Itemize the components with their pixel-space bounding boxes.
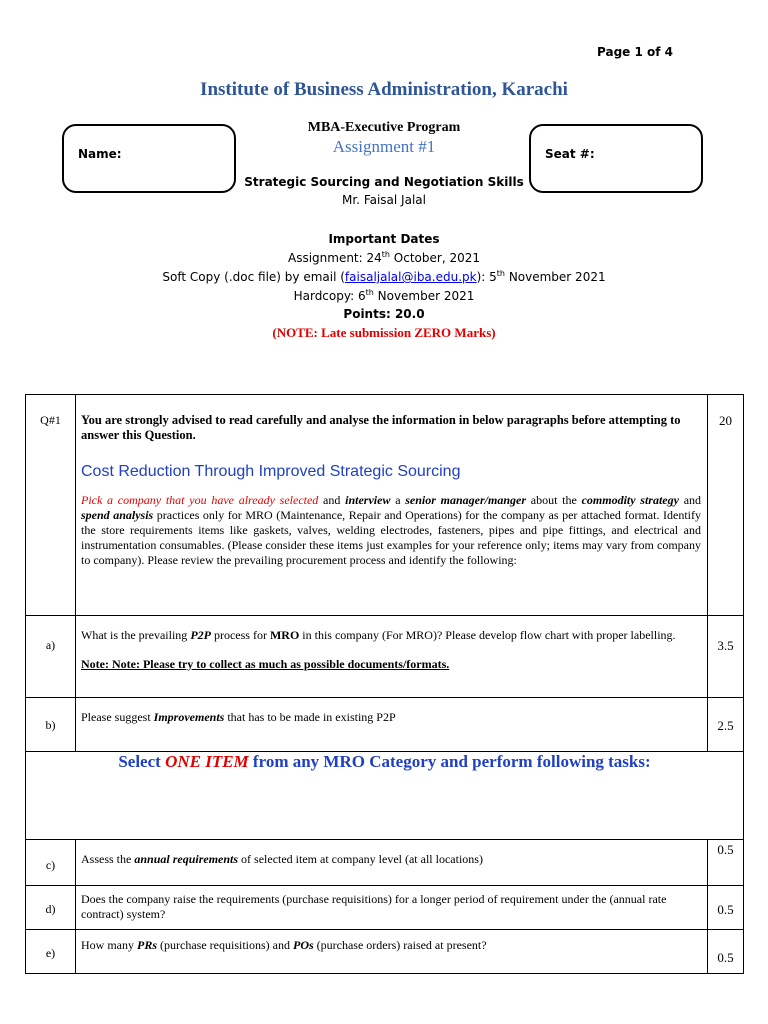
dates-heading: Important Dates	[328, 232, 440, 246]
hardcopy-date: Hardcopy: 6th November 2021	[293, 288, 475, 303]
question-row-c	[26, 840, 744, 886]
question-row-b	[26, 698, 744, 752]
part-body: Please suggest Improvements that has to be made in existing P2P	[76, 698, 708, 752]
part-label: e)	[26, 930, 76, 974]
question-points: 20	[708, 395, 744, 616]
assignment-date: Assignment: 24th October, 2021	[287, 250, 480, 265]
points-total: Points: 20.0	[343, 307, 425, 321]
question-row-a	[26, 616, 744, 698]
page-number: Page 1 of 4	[597, 45, 673, 59]
program-title: MBA-Executive Program	[307, 120, 461, 135]
question-body	[76, 395, 708, 616]
softcopy-date: Soft Copy (.doc file) by email (faisaljalal@iba.edu.pk): 5th November 2021	[162, 269, 606, 284]
part-label: a)	[26, 616, 76, 698]
question-paragraph: Pick a company that you have already selected and interview a senior manager/manger about the commodity strategy and spend analysis practices only for MRO (Maintenance, Repair and Operations) for the company as per attached format. Identify the store requirements items like gaskets, valves, welding electrodes, fasteners, pipes and pipe fittings, and electrical and instrumentation consumables. (Please consider these items just examples for your reference only; items may vary from company to company). Please review the prevailing procurement process and identify the following:	[81, 493, 702, 567]
email-link[interactable]: faisaljalal@iba.edu.pk	[344, 270, 477, 284]
part-body: Assess the annual requirements of selected item at company level (at all locations)	[76, 840, 708, 886]
part-label: d)	[26, 886, 76, 930]
banner-row	[26, 752, 744, 840]
part-label: c)	[26, 840, 76, 886]
part-points: 0.5	[708, 840, 744, 886]
instructor-name: Mr. Faisal Jalal	[342, 193, 426, 207]
part-points: 0.5	[708, 930, 744, 974]
part-body: How many PRs (purchase requisitions) and POs (purchase orders) raised at present?	[76, 930, 708, 974]
question-row-q1	[26, 395, 744, 616]
part-points: 2.5	[708, 698, 744, 752]
late-submission-note: (NOTE: Late submission ZERO Marks)	[272, 325, 496, 340]
part-label: b)	[26, 698, 76, 752]
part-points: 3.5	[708, 616, 744, 698]
part-note: Note: Note: Please try to collect as much as possible documents/formats.	[81, 657, 450, 671]
question-row-e	[26, 930, 744, 974]
section-banner: Select ONE ITEM from any MRO Category and perform following tasks:	[26, 752, 744, 840]
question-table	[25, 394, 744, 974]
part-body: Does the company raise the requirements (purchase requisitions) for a longer period of requirement under the (annual rate contract) system?	[76, 886, 708, 930]
seat-label: Seat #:	[545, 147, 595, 161]
question-number: Q#1	[26, 395, 76, 616]
name-label: Name:	[78, 147, 122, 161]
question-subheading: Cost Reduction Through Improved Strategic Sourcing	[81, 463, 461, 480]
assignment-title: Assignment #1	[332, 137, 436, 156]
institute-title: Institute of Business Administration, Karachi	[200, 79, 568, 100]
part-body: What is the prevailing P2P process for MRO in this company (For MRO)? Please develop flow chart with proper labelling. Note: Note: Please try to collect as much as possible documents/formats.	[76, 616, 708, 698]
question-row-d	[26, 886, 744, 930]
part-points: 0.5	[708, 886, 744, 930]
course-title: Strategic Sourcing and Negotiation Skills	[244, 175, 524, 189]
question-intro: You are strongly advised to read carefully and analyse the information in below paragraphs before attempting to answer this Question.	[81, 413, 681, 442]
